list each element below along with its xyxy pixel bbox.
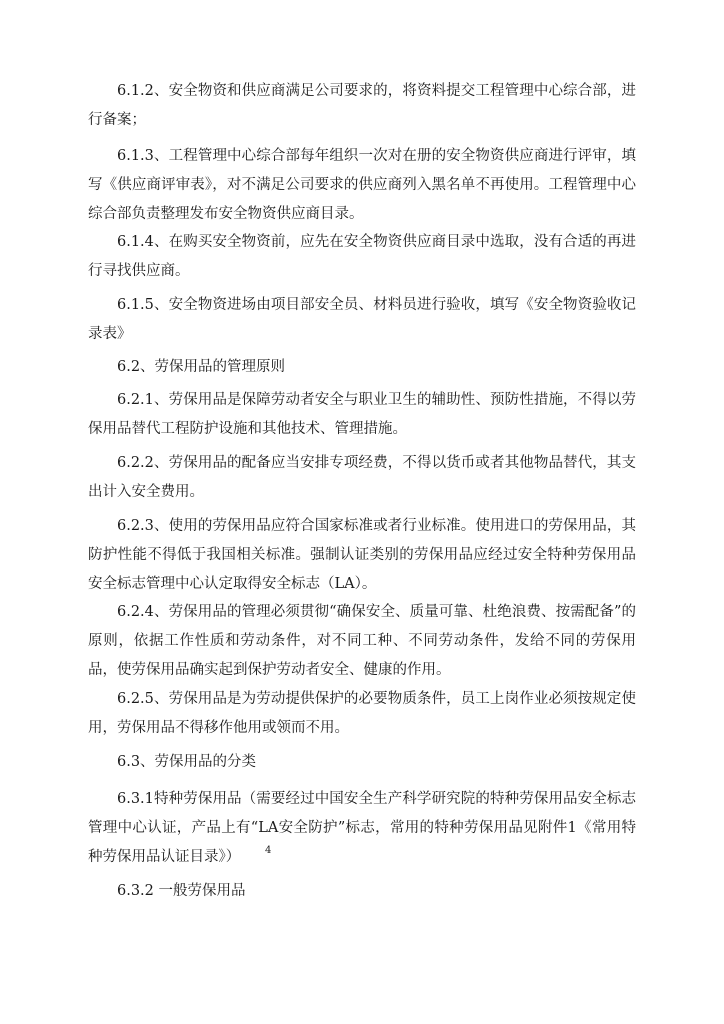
paragraph-6-2-2: 6.2.2、劳保用品的配备应当安排专项经费，不得以货币或者其他物品替代，其支出计入安全费用。: [88, 455, 636, 500]
paragraph-6-1-2: 6.1.2、安全物资和供应商满足公司要求的，将资料提交工程管理中心综合部，进行备案；: [88, 83, 636, 128]
section-heading-6-2: 6.2、劳保用品的管理原则: [117, 359, 286, 375]
text-cursor-glyph: 4: [265, 845, 272, 856]
paragraph-6-2-5: 6.2.5、劳保用品是为劳动提供保护的必要物质条件，员工上岗作业必须按规定使用，劳保用品不得移作他用或领而不用。: [88, 691, 636, 736]
paragraph-6-3-1: 6.3.1特种劳保用品（需要经过中国安全生产科学研究院的特种劳保用品安全标志管理中心认证，产品上有“LA安全防护”标志，常用的特种劳保用品见附件1《常用特种劳保用品认证目录》）: [88, 791, 636, 865]
paragraph-6-1-4: 6.1.4、在购买安全物资前，应先在安全物资供应商目录中选取，没有合适的再进行寻找供应商。: [88, 234, 636, 279]
paragraph-6-2-1: 6.2.1、劳保用品是保障劳动者安全与职业卫生的辅助性、预防性措施，不得以劳保用品替代工程防护设施和其他技术、管理措施。: [88, 392, 636, 437]
paragraph-6-2-4: 6.2.4、劳保用品的管理必须贯彻“确保安全、质量可靠、杜绝浪费、按需配备”的原则，依据工作性质和劳动条件，对不同工种、不同劳动条件，发给不同的劳保用品，使劳保用品确实起到保护劳动者安全、健康的作用。: [88, 604, 636, 678]
section-heading-6-3: 6.3、劳保用品的分类: [117, 754, 257, 770]
paragraph-6-1-5: 6.1.5、安全物资进场由项目部安全员、材料员进行验收，填写《安全物资验收记录表》: [88, 297, 636, 342]
paragraph-6-3-2: 6.3.2 一般劳保用品: [117, 883, 246, 899]
paragraph-6-2-3: 6.2.3、使用的劳保用品应符合国家标准或者行业标准。使用进口的劳保用品，其防护性能不得低于我国相关标准。强制认证类别的劳保用品应经过安全特种劳保用品安全标志管理中心认定取得安全标志（LA）。: [88, 518, 636, 592]
paragraph-6-1-3: 6.1.3、工程管理中心综合部每年组织一次对在册的安全物资供应商进行评审，填写《供应商评审表》，对不满足公司要求的供应商列入黑名单不再使用。工程管理中心综合部负责整理发布安全物资供应商目录。: [88, 148, 636, 222]
